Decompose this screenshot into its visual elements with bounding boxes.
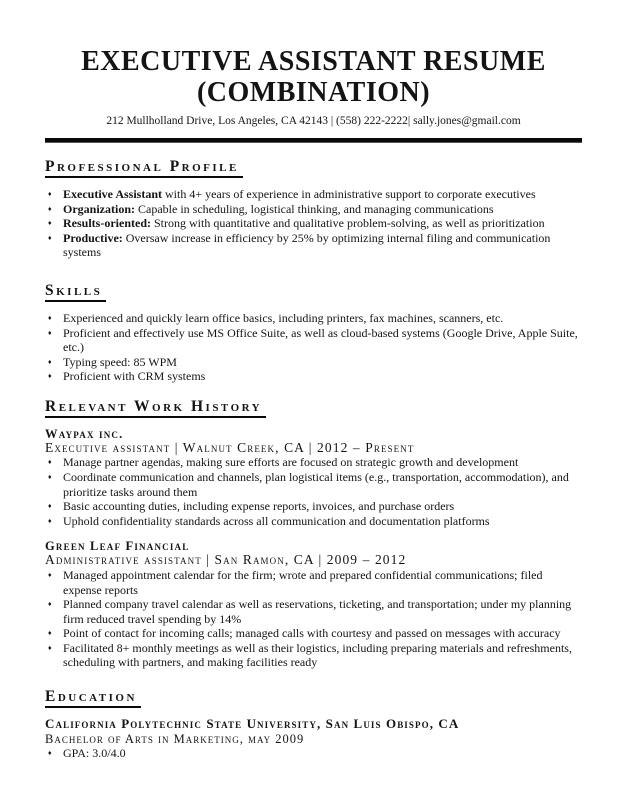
bullet-text: Coordinate communication and channels, plan logistical items (e.g., transportation, accommodation), and prioritize tasks around them: [63, 470, 569, 499]
bullet-lead: Results-oriented:: [63, 216, 151, 231]
section-heading-skills: Skills: [45, 282, 106, 302]
bullet-icon: ♦: [48, 372, 52, 381]
job-entry-green-leaf: [45, 539, 582, 670]
list-item: [45, 369, 582, 384]
list-item: [45, 514, 582, 529]
list-item: [45, 355, 582, 370]
title-line-2: (COMBINATION): [196, 77, 431, 108]
list-item: [45, 455, 582, 470]
bullet-text: Planned company travel calendar as well as reservations, ticketing, and transportation; under my planning firm reduced travel spending by 14%: [63, 597, 572, 626]
list-item: [45, 746, 582, 761]
contact-line: 212 Mullholland Drive, Los Angeles, CA 42143 | (558) 222-2222| sally.jones@gmail.com: [106, 115, 521, 127]
divider-rule: [45, 138, 582, 143]
bullet-text: Manage partner agendas, making sure efforts are focused on strategic growth and development: [63, 455, 519, 470]
bullet-text: Facilitated 8+ monthly meetings as well as their logistics, including preparing materials and refreshments, scheduling with partners, and making facilities ready: [63, 640, 572, 670]
bullet-lead: Organization:: [63, 201, 135, 216]
bullet-lead: Productive:: [63, 230, 123, 245]
bullet-icon: ♦: [48, 516, 52, 525]
bullet-text: Typing speed: 85 WPM: [63, 354, 177, 369]
section-professional-profile: [45, 158, 582, 178]
list-item: [45, 568, 582, 597]
section-heading-work-history: Relevant Work History: [45, 398, 266, 418]
bullet-text: Proficient and effectively use MS Office Suite, as well as cloud-based systems (Google Drive, Apple Suite, etc.): [63, 325, 578, 355]
company-name: Green Leaf Financial: [45, 539, 190, 554]
list-item: [45, 326, 582, 355]
bullet-icon: ♦: [48, 643, 52, 652]
bullet-icon: ♦: [48, 204, 52, 213]
bullet-rest: with 4+ years of experience in administrative support to corporate executives: [162, 187, 536, 201]
section-education: [45, 688, 582, 708]
bullet-text: [63, 202, 582, 217]
skills-bullet-list: [45, 311, 582, 384]
list-item: [45, 216, 582, 231]
section-heading-education: Education: [45, 688, 141, 708]
title-line-1: EXECUTIVE ASSISTANT RESUME: [81, 46, 546, 77]
bullet-text: GPA: 3.0/4.0: [63, 746, 126, 761]
job-meta: Executive assistant | Walnut Creek, CA | 2012 – Present: [45, 439, 415, 455]
list-item: [45, 231, 582, 260]
bullet-text: Uphold confidentiality standards across all communication and documentation platforms: [63, 513, 490, 528]
bullet-rest: Capable in scheduling, logistical thinking, and managing communications: [135, 201, 494, 216]
bullet-icon: ♦: [48, 629, 52, 638]
list-item: [45, 470, 582, 499]
bullet-icon: ♦: [48, 357, 52, 366]
job-entry-waypax: [45, 427, 582, 528]
bullet-rest: Oversaw increase in efficiency by 25% by optimizing internal filing and communication systems: [63, 230, 551, 260]
job-bullet-list: [45, 455, 582, 528]
job-meta: Administrative assistant | San Ramon, CA | 2009 – 2012: [45, 552, 407, 568]
page-title: [45, 46, 582, 108]
bullet-icon: ♦: [48, 458, 52, 467]
bullet-text: Managed appointment calendar for the firm; wrote and prepared confidential communications; filed expense reports: [63, 567, 543, 597]
company-name: Waypax inc.: [45, 426, 124, 441]
list-item: [45, 626, 582, 641]
list-item: [45, 187, 582, 202]
job-bullet-list: [45, 568, 582, 670]
bullet-icon: ♦: [48, 570, 52, 579]
bullet-icon: ♦: [48, 473, 52, 482]
bullet-icon: ♦: [48, 328, 52, 337]
degree-line: Bachelor of Arts in Marketing, may 2009: [45, 731, 305, 746]
profile-bullet-list: [45, 187, 582, 260]
education-bullet-list: [45, 746, 582, 761]
bullet-text: Experienced and quickly learn office basics, including printers, fax machines, scanners, etc.: [63, 310, 504, 325]
bullet-text: Basic accounting duties, including expense reports, invoices, and purchase orders: [63, 499, 455, 514]
bullet-icon: ♦: [48, 313, 52, 322]
bullet-text: Point of contact for incoming calls; managed calls with courtesy and passed on messages with accuracy: [63, 626, 561, 641]
bullet-text: [63, 216, 582, 231]
bullet-text: [63, 187, 582, 202]
school-name: California Polytechnic State University, San Luis Obispo, CA: [45, 716, 460, 732]
list-item: [45, 597, 582, 626]
bullet-text: [63, 231, 582, 260]
list-item: [45, 311, 582, 326]
list-item: [45, 641, 582, 670]
section-skills: [45, 282, 582, 302]
bullet-icon: ♦: [48, 600, 52, 609]
section-work-history: [45, 398, 582, 418]
list-item: [45, 499, 582, 514]
bullet-icon: ♦: [48, 233, 52, 242]
list-item: [45, 202, 582, 217]
section-heading-professional-profile: Professional Profile: [45, 158, 243, 178]
bullet-lead: Executive Assistant: [63, 187, 162, 201]
bullet-icon: ♦: [48, 190, 52, 198]
bullet-icon: ♦: [48, 749, 52, 758]
bullet-rest: Strong with quantitative and qualitative problem-solving, as well as prioritization: [150, 216, 545, 231]
bullet-icon: ♦: [48, 502, 52, 511]
bullet-icon: ♦: [48, 219, 52, 228]
bullet-text: Proficient with CRM systems: [63, 369, 206, 384]
